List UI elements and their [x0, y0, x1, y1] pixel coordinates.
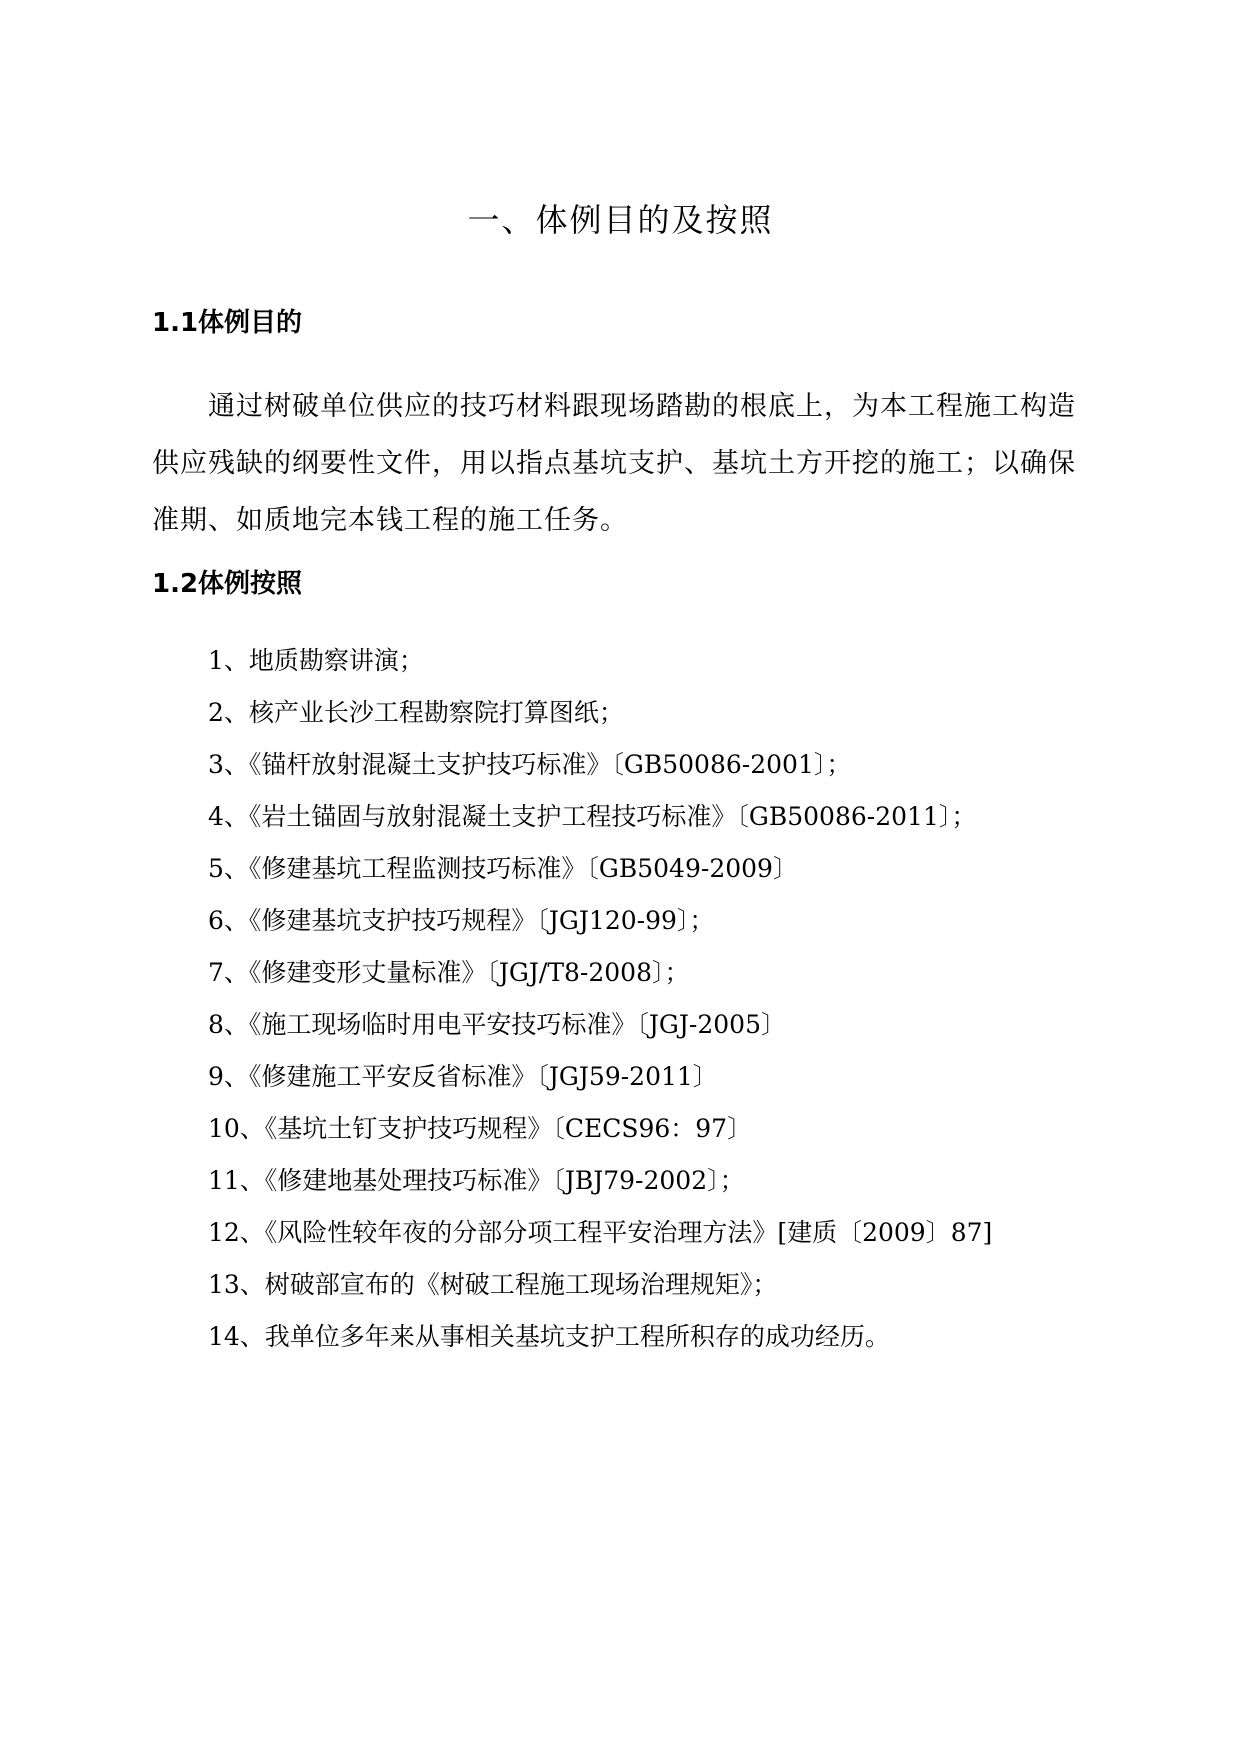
section-heading-basis: 1.2体例按照 — [152, 569, 303, 599]
list-item: 4、《岩土锚固与放射混凝土支护工程技巧标准》〔GB50086-2011〕； — [208, 802, 977, 831]
list-item: 2、核产业长沙工程勘察院打算图纸； — [208, 698, 624, 727]
list-item: 9、《修建施工平安反省标准》〔JGJ59-2011〕 — [208, 1062, 718, 1091]
list-item: 14、我单位多年来从事相关基坑支护工程所积存的成功经历。 — [208, 1322, 890, 1351]
list-item: 11、《修建地基处理技巧标准》〔JBJ79-2002〕； — [208, 1166, 745, 1195]
list-item: 13、树破部宣布的《树破工程施工现场治理规矩》； — [208, 1270, 778, 1299]
page-title: 一、体例目的及按照 — [467, 201, 774, 239]
list-item: 7、《修建变形丈量标准》〔JGJ/T8-2008〕； — [208, 958, 690, 987]
purpose-paragraph: 通过树破单位供应的技巧材料跟现场踏勘的根底上，为本工程施工构造供应残缺的纲要性文件，用以指点基坑支护、基坑土方开挖的施工；以确保准期、如质地完本钱工程的施工任务。 — [152, 391, 1076, 536]
list-item: 10、《基坑土钉支护技巧规程》〔CECS96：97〕 — [208, 1114, 753, 1143]
list-item: 5、《修建基坑工程监测技巧标准》〔GB5049-2009〕 — [208, 854, 798, 883]
list-item: 3、《锚杆放射混凝土支护技巧标准》〔GB50086-2001〕； — [208, 750, 852, 779]
list-item: 8、《施工现场临时用电平安技巧标准》〔JGJ-2005〕 — [208, 1010, 786, 1039]
basis-reference-list — [152, 635, 1102, 1363]
list-item: 1、地质勘察讲演； — [208, 646, 424, 675]
list-item: 12、《风险性较年夜的分部分项工程平安治理方法》[建质〔2009〕87] — [208, 1218, 993, 1247]
list-item: 6、《修建基坑支护技巧规程》〔JGJ120-99〕； — [208, 906, 715, 935]
section-heading-purpose: 1.1体例目的 — [152, 308, 303, 338]
